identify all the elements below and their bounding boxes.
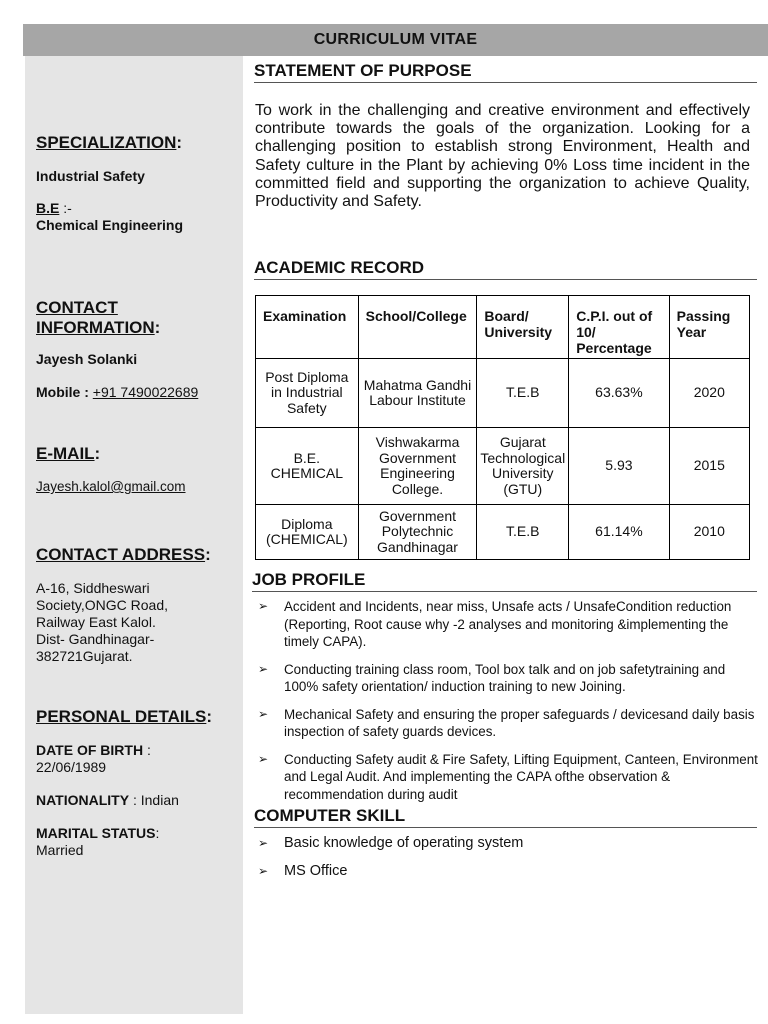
computer-skill-heading: COMPUTER SKILL <box>254 806 757 828</box>
table-cell: Gujarat Technological University (GTU) <box>477 428 569 505</box>
dob-value: 22/06/1989 <box>36 759 107 775</box>
specialization-heading: SPECIALIZATION: <box>36 133 183 152</box>
list-item: ➢ Accident and Incidents, near miss, Unsafe acts / UnsafeCondition reduction (Reporting, Root cause why -2 analyses and monitoring &implementing the timely CAPA). <box>258 599 732 649</box>
list-item: ➢ MS Office <box>258 863 348 879</box>
arrow-bullet-icon: ➢ <box>258 864 269 878</box>
table-cell: T.E.B <box>477 359 569 428</box>
list-item: ➢ Basic knowledge of operating system <box>258 835 524 851</box>
computer-skill-list <box>258 834 758 890</box>
cv-title: CURRICULUM VITAE <box>23 24 768 56</box>
arrow-bullet-icon: ➢ <box>258 836 269 850</box>
table-row <box>256 359 750 428</box>
contact-heading-line2: INFORMATION: <box>36 318 161 337</box>
list-item: ➢ Mechanical Safety and ensuring the proper safeguards / devicesand daily basis inspection of safety guards devices. <box>258 706 755 739</box>
degree-line: B.E :- <box>36 200 72 216</box>
table-header-row <box>256 296 750 359</box>
academic-heading: ACADEMIC RECORD <box>254 258 757 280</box>
job-profile-heading: JOB PROFILE <box>252 570 757 592</box>
table-header-cell: School/College <box>358 296 477 359</box>
table-cell: Diploma (CHEMICAL) <box>256 505 359 560</box>
specialization-section <box>36 133 241 234</box>
table-header-cell: Examination <box>256 296 359 359</box>
table-cell: 61.14% <box>569 505 669 560</box>
arrow-bullet-icon: ➢ <box>258 661 269 676</box>
arrow-bullet-icon: ➢ <box>258 751 269 766</box>
address-line: 382721Gujarat. <box>36 648 133 664</box>
marital-value: Married <box>36 842 84 858</box>
table-cell: 2020 <box>669 359 749 428</box>
table-cell: 63.63% <box>569 359 669 428</box>
table-row <box>256 505 750 560</box>
address-lines <box>36 580 241 665</box>
table-cell: 2010 <box>669 505 749 560</box>
dob-line: DATE OF BIRTH : <box>36 742 151 758</box>
address-section <box>36 545 241 665</box>
table-row <box>256 428 750 505</box>
contact-section <box>36 298 241 401</box>
email-heading: E-MAIL: <box>36 444 101 463</box>
purpose-heading: STATEMENT OF PURPOSE <box>254 61 757 83</box>
table-header-cell: Passing Year <box>669 296 749 359</box>
address-line: Society,ONGC Road, <box>36 597 169 613</box>
list-item: ➢ Conducting training class room, Tool box talk and on job safetytraining and 100% safety orientation/ induction training to new Joining. <box>258 661 726 694</box>
table-cell: B.E. CHEMICAL <box>256 428 359 505</box>
email-link[interactable]: Jayesh.kalol@gmail.com <box>36 479 186 494</box>
contact-name: Jayesh Solanki <box>36 351 138 367</box>
arrow-bullet-icon: ➢ <box>258 706 269 721</box>
nationality-line: NATIONALITY : Indian <box>36 792 179 808</box>
table-header-cell: C.P.I. out of 10/ Percentage <box>569 296 669 359</box>
personal-heading: PERSONAL DETAILS: <box>36 707 213 726</box>
job-profile-list <box>258 598 758 813</box>
specialization-field: Industrial Safety <box>36 168 145 184</box>
address-line: A-16, Siddheswari <box>36 580 150 596</box>
table-cell: 5.93 <box>569 428 669 505</box>
contact-heading-line1: CONTACT <box>36 298 118 317</box>
purpose-text: To work in the challenging and creative environment and effectively contribute towards the goals of the organization. Looking for a challenging position to establish strong Environment, Health and Safety culture in the Plant by achieving 0% Loss time incident in the committed field and supporting the organization to achieve Quality, Productivity and Safety. <box>255 102 750 211</box>
address-line: Railway East Kalol. <box>36 614 156 630</box>
marital-line: MARITAL STATUS: <box>36 825 160 841</box>
table-header-cell: Board/ University <box>477 296 569 359</box>
mobile-line: Mobile : +91 7490022689 <box>36 384 199 400</box>
address-heading: CONTACT ADDRESS: <box>36 545 211 564</box>
list-item: ➢ Conducting Safety audit & Fire Safety, Lifting Equipment, Canteen, Environment and Legal Audit. And implementing the CAPA ofthe observation & recommendation during audit <box>258 751 758 802</box>
email-section <box>36 444 241 495</box>
table-cell: Post Diploma in Industrial Safety <box>256 359 359 428</box>
degree-name: Chemical Engineering <box>36 217 184 233</box>
table-cell: 2015 <box>669 428 749 505</box>
table-cell: T.E.B <box>477 505 569 560</box>
arrow-bullet-icon: ➢ <box>258 599 269 613</box>
personal-section <box>36 707 241 859</box>
address-line: Dist- Gandhinagar- <box>36 631 155 647</box>
table-cell: Government Polytechnic Gandhinagar <box>358 505 477 560</box>
table-cell: Vishwakarma Government Engineering College. <box>358 428 477 505</box>
mobile-number-link[interactable]: +91 7490022689 <box>92 384 199 400</box>
academic-table <box>255 295 750 560</box>
table-cell: Mahatma Gandhi Labour Institute <box>358 359 477 428</box>
